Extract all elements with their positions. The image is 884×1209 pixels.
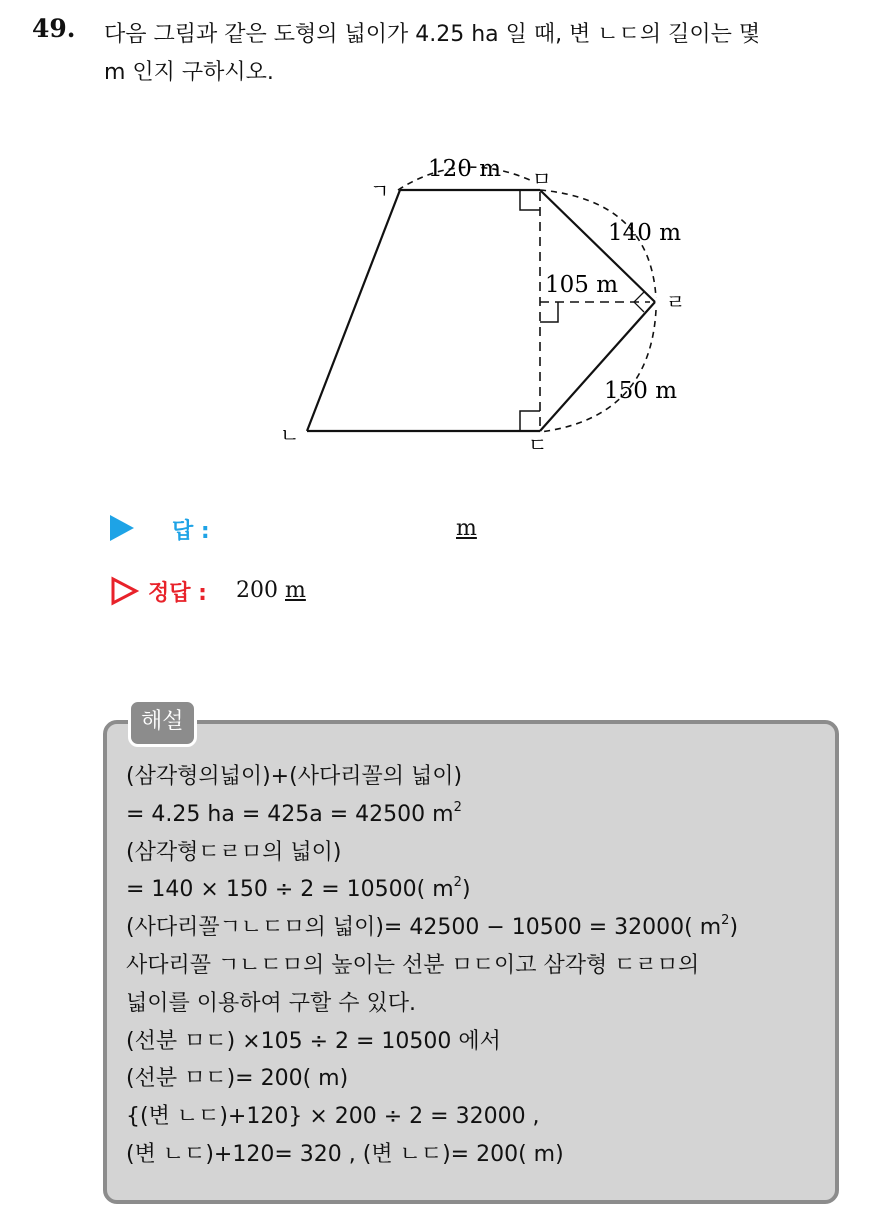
- answer-label: 답 :: [172, 519, 210, 544]
- length-label-mr: 140 m: [608, 220, 682, 246]
- vertex-label-r: ㄹ: [666, 290, 686, 314]
- answer-marker-icon: [110, 512, 134, 544]
- correct-value: [236, 578, 306, 603]
- correct-label: 정답 :: [148, 581, 207, 606]
- solution-line-8: (선분 ㅁㄷ) ×105 ÷ 2 = 10500 에서: [126, 1028, 501, 1054]
- correct-number: 200: [236, 578, 278, 603]
- right-angle-m: [520, 190, 540, 210]
- correct-marker-icon: [110, 576, 140, 606]
- solution-line-11: (변 ㄴㄷ)+120= 320 , (변 ㄴㄷ)= 200( m): [126, 1141, 564, 1167]
- arc-right-lower: [540, 310, 656, 432]
- solution-line-7: 넓이를 이용하여 구할 수 있다.: [126, 990, 416, 1016]
- solution-line-9: (선분 ㅁㄷ)= 200( m): [126, 1066, 349, 1092]
- length-label-top: 120 m: [428, 156, 502, 182]
- right-angle-d: [520, 411, 540, 431]
- correct-unit: m: [285, 578, 306, 603]
- solution-line-5: (사다리꼴ㄱㄴㄷㅁ의 넓이)= 42500 − 10500 = 32000( $m^2$): [126, 913, 739, 941]
- length-label-height: 105 m: [545, 272, 619, 298]
- vertex-label-d: ㄷ: [528, 433, 548, 457]
- vertex-label-g: ㄱ: [370, 179, 390, 203]
- length-label-dr: 150 m: [604, 378, 678, 404]
- solution-line-3: (삼각형ㄷㄹㅁ의 넓이): [126, 839, 342, 865]
- solution-text: [126, 758, 738, 1174]
- right-angle-foot: [540, 302, 558, 322]
- solution-tag: 해설: [128, 699, 197, 747]
- solution-line-10: {(변 ㄴㄷ)+120} × 200 ÷ 2 = 32000 ,: [126, 1104, 540, 1130]
- answer-unit: m: [456, 516, 477, 541]
- question-line-2: m 인지 구하시오.: [104, 60, 274, 85]
- solution-line-4: = 140 × 150 ÷ 2 = 10500( $m^2$): [126, 875, 471, 903]
- vertex-label-n: ㄴ: [280, 423, 300, 447]
- solution-line-1: (삼각형의넓이)+(사다리꼴의 넓이): [126, 764, 463, 789]
- question-line-1: 다음 그림과 같은 도형의 넓이가 4.25 ha 일 때, 변 ㄴㄷ의 길이는 몇: [104, 22, 761, 47]
- solution-line-2: = 4.25 ha = 425a = 42500 $m^2$: [126, 799, 462, 827]
- vertex-label-m: ㅁ: [532, 167, 552, 191]
- geometry-figure: [0, 0, 884, 470]
- question-number: 49.: [32, 14, 76, 43]
- edge-g-n: [307, 190, 400, 431]
- solution-line-6: 사다리꼴 ㄱㄴㄷㅁ의 높이는 선분 ㅁㄷ이고 삼각형 ㄷㄹㅁ의: [126, 952, 700, 978]
